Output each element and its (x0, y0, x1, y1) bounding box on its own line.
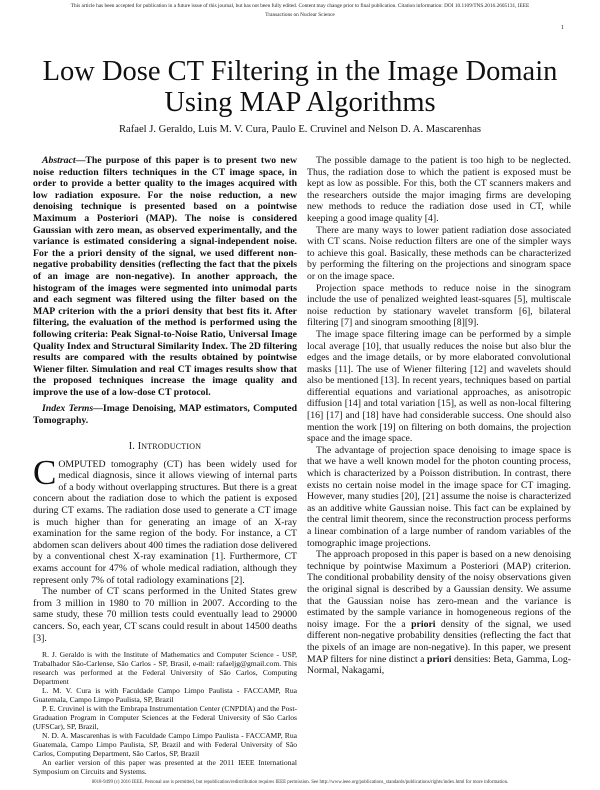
footnote: R. J. Geraldo is with the Institute of Mathematics and Computer Science - USP, Trabalhador São-Carlense, São Carlos - SP, Brasil, e-mail: rafaeljg@gmail.com. This research was performed at the Federal University of São Carlos, Computing Department (33, 650, 297, 687)
author-list: Rafael J. Geraldo, Luis M. V. Cura, Paulo E. Cruvinel and Nelson D. A. Mascarenhas (118, 124, 482, 135)
intro-paragraph-2: The number of CT scans performed in the United States grew from 3 million in 1980 to 70 million in 2007. According to the same study, these 70 million tests could eventually lead to 29000 cancers. So, each year, CT scans could result in about 14500 deaths [3]. (33, 586, 297, 644)
intro-paragraph-8 (307, 549, 571, 677)
intro-paragraph-3: The possible damage to the patient is too high to be neglected. Thus, the radiation dose to which the patient is exposed must be kept as low as possible. For this, both the CT scanners makers and the researchers outside the major imaging firms are developing new methods to reduce the radiation dose used in CT, while keeping a good image quality [4]. (307, 155, 571, 224)
right-column (307, 155, 571, 677)
paragraph-text: densities: Beta, Gamma, Log-Normal, Nakagami, (307, 653, 572, 677)
index-terms-text: —Image Denoising, MAP estimators, Computed Tomography. (33, 403, 297, 427)
intro-paragraph-5: Projection space methods to reduce noise in the sinogram include the use of penalized weighted least-squares [5], multiscale noise reduction by stationary wavelet transform [6], bilateral filtering [7] and sinogram smoothing [8][9]. (307, 282, 571, 329)
intro-paragraph-4: There are many ways to lower patient radiation dose associated with CT scans. Noise reduction filters are one of the simpler ways to achieve this goal. Basically, these methods can be characterized by performing the filtering on the projections and sinogram space or on the image space. (307, 224, 571, 282)
page-number: 1 (561, 25, 564, 31)
emphasis: priori (427, 653, 452, 665)
acceptance-notice (10, 2, 590, 19)
footnotes (33, 650, 297, 776)
abstract-label: Abstract (42, 155, 76, 166)
section-title: NTRODUCTION (141, 441, 202, 451)
abstract-text: —The purpose of this paper is to present two new noise reduction filters techniques in the CT image space, in order to provide a better quality to the images acquired with low radiation exposure. For the noise reduction, a new denoising technique is presented based on a pointwise Maximum a Posteriori (MAP). The noise is considered Gaussian with zero mean, as observed experimentally, and the variance is estimated considering a signal-independent noise. For the a priori density of the signal, we used different non-negative probability densities (reflecting the fact that the pixels of an image are non-negative). In another approach, the histogram of the images were segmented into unimodal parts and each segment was filtered using the filter based on the MAP criterion with the a priori density that best fits it. After filtering, the evaluation of the method is performed using the following criteria: Peak Signal-to-Noise Ratio, Universal Image Quality Index and Structural Similarity Index. The 2D filtering results are compared with the results obtained by pointwise Wiener filter. Simulation and real CT images results show that the proposed techniques increase the image quality and improve the use of a low-dose CT protocol. (33, 155, 297, 398)
paragraph-text: density of the signal, we used different non-negative probability densities (reflecting the fact that the pixels of an image are non-negative). In this paper, we present MAP filters for nine distinct a (307, 618, 572, 665)
section-number: I. I (128, 440, 142, 452)
journal-name: Transactions on Nuclear Science (265, 11, 335, 18)
paragraph-text: OMPUTED tomography (CT) has been widely used for medical diagnosis, since it allows viewing of internal parts of a body without overlapping structures. But there is a great concern about the radiation dose to which the patient is exposed during CT exams. The radiation dose used to generate a CT image is much higher than for generating an image of an X-ray examination for the same region of the body. For instance, a CT abdomen scan delivers about 400 times the radiation dose delivered by a conventional chest X-ray examination [1]. Furthermore, CT exams account for 47% of whole medical radiation, although they represent only 7% of total radiology examinations [2]. (33, 458, 297, 586)
intro-paragraph-6: The image space filtering image can be performed by a simple local average [10], that usually reduces the noise but also blur the edges and the image details, or by more elaborated convolutional masks [11]. The use of Wiener filtering [12] and wavelets should also be mentioned [13]. In recent years, techniques based on partial differential equations and variational approaches, as anisotropic diffusion [14] and total variation [15], as well as non-local filtering [16] [17] and [18] have had considerable success. One should also mention the work [19] on filtering on both domains, the projection space and the image space. (307, 328, 571, 445)
left-column (33, 155, 297, 776)
footnote: N. D. A. Mascarenhas is with Faculdade Campo Limpo Paulista - FACCAMP, Rua Guatemala, Campo Limpo Paulista, SP, Brazil and with Federal University of São Carlos, Computing Department, São Carlos, SP, Brazil (33, 731, 297, 759)
footnote: L. M. V. Cura is with Faculdade Campo Limpo Paulista - FACCAMP, Rua Guatemala, Campo Limpo Paulista, SP, Brazil (33, 686, 297, 705)
drop-cap: C (33, 452, 57, 492)
paragraph-text: The approach proposed in this paper is based on a new denoising technique by pointwise Maximum a Posteriori (MAP) criterion. The conditional probability density of the noisy observations given the original signal is described by a Gaussian density. We assume that the Gaussian noise has zero-mean and the variance is estimated by the sample variance in homogeneous regions of the noisy image. For the a (307, 549, 571, 630)
footnote: P. E. Cruvinel is with the Embrapa Instrumentation Center (CNPDIA) and the Post-Graduation Program in Computer Sciences at the Federal University of São Carlos (UFSCar), SP, Brazil, (33, 704, 297, 732)
notice-text: This article has been accepted for publication in a future issue of this journal, but has not been fully edited. Content may change prior to final publication. Citation information: DOI 10.1109/TNS.2016.2605131, IEEE (70, 3, 530, 9)
footnote: An earlier version of this paper was presented at the 2011 IEEE International Symposium on Circuits and Systems. (33, 758, 297, 777)
intro-paragraph-7: The advantage of projection space denoising to image space is that we have a well known model for the photon counting process, which is characterized by a Poisson distribution. In contrast, there exists no certain noise model in the image space for CT imaging. However, many studies [20], [21] assume the noise is characterized as an additive white Gaussian noise. This fact can be explained by the central limit theorem, since the reconstruction process performs a linear combination of a large number of random variables of the tomographic image projections. (307, 444, 571, 549)
abstract (33, 155, 297, 398)
section-heading-introduction (33, 441, 297, 453)
paper-title: Low Dose CT Filtering in the Image Domain Using MAP Algorithms (42, 56, 558, 118)
copyright-footer: 0018-9499 (c) 2016 IEEE. Personal use is permitted, but republication/redistribution requires IEEE permission. See http://www.ieee.org/publications_standards/publications/rights/index.html for more information. (91, 780, 509, 785)
index-terms (33, 403, 297, 426)
index-terms-label: Index Terms (42, 403, 94, 415)
emphasis: priori (411, 618, 436, 630)
intro-paragraph-1 (33, 452, 297, 587)
